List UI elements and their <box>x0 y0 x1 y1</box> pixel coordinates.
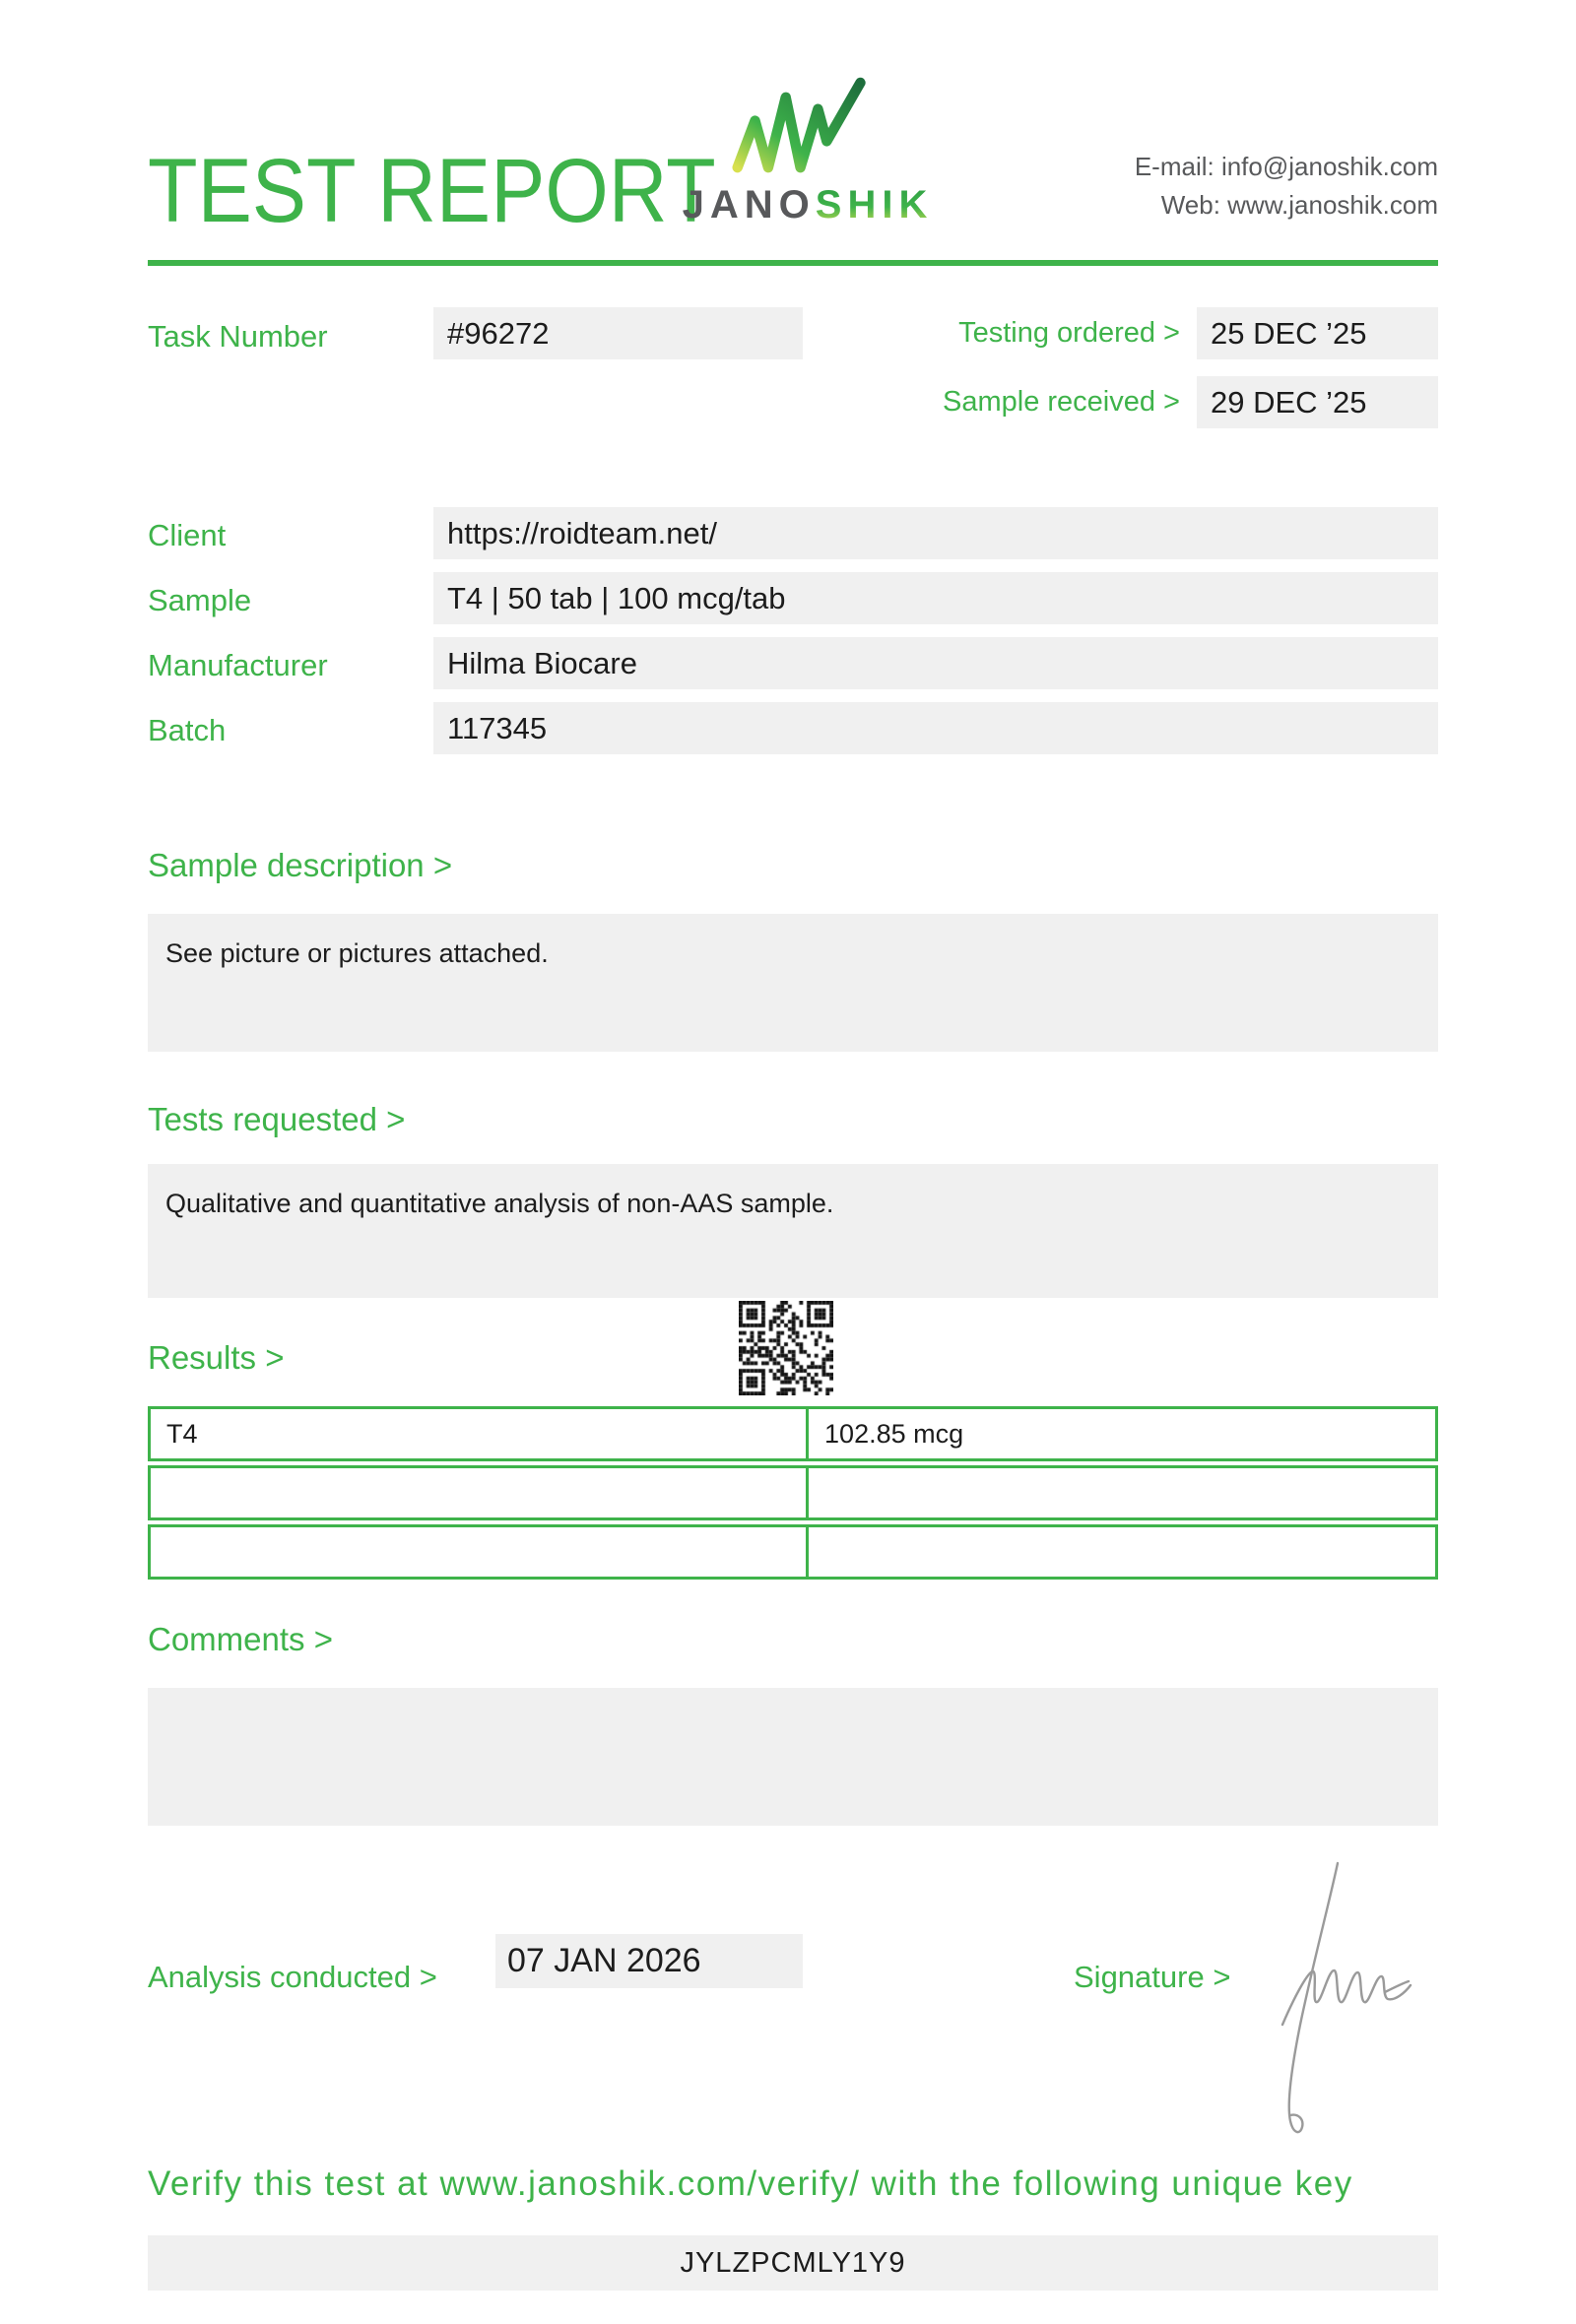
qr-code-icon <box>739 1301 833 1395</box>
chart-growth-icon <box>719 77 896 179</box>
tests-requested-text: Qualitative and quantitative analysis of non-AAS sample. <box>165 1189 834 1218</box>
tests-requested-box <box>148 1164 1438 1298</box>
result-value <box>806 1468 1435 1517</box>
signature-label: Signature > <box>1074 1960 1231 1994</box>
task-number-label: Task Number <box>148 319 328 354</box>
testing-ordered-value: 25 DEC ’25 <box>1197 307 1438 359</box>
brand-name <box>680 185 936 225</box>
results-table <box>148 1406 1438 1583</box>
result-value: 102.85 mcg <box>806 1409 1435 1458</box>
manufacturer-label: Manufacturer <box>148 648 328 682</box>
table-row <box>148 1465 1438 1520</box>
analysis-conducted-label: Analysis conducted > <box>148 1960 437 1994</box>
testing-ordered-label: Testing ordered > <box>958 317 1180 349</box>
brand-logo <box>680 77 936 225</box>
sample-label: Sample <box>148 583 252 617</box>
analysis-conducted-value: 07 JAN 2026 <box>495 1934 803 1988</box>
result-analyte: T4 <box>166 1418 198 1449</box>
verify-instruction: Verify this test at www.janoshik.com/verify/ with the following unique key <box>148 2164 1353 2203</box>
page-title: TEST REPORT <box>148 141 716 241</box>
batch-label: Batch <box>148 713 227 747</box>
sample-received-value: 29 DEC ’25 <box>1197 376 1438 428</box>
manufacturer-value: Hilma Biocare <box>433 637 1438 689</box>
verify-key: JYLZPCMLY1Y9 <box>148 2235 1438 2291</box>
comments-box <box>148 1688 1438 1826</box>
comments-heading: Comments > <box>148 1621 333 1657</box>
result-value <box>806 1527 1435 1577</box>
brand-name-secondary: SHIK <box>815 183 934 226</box>
tests-requested-heading: Tests requested > <box>148 1101 406 1137</box>
client-label: Client <box>148 518 227 552</box>
contact-web: Web: www.janoshik.com <box>1160 190 1438 220</box>
sample-description-box <box>148 914 1438 1052</box>
table-row <box>148 1406 1438 1461</box>
header-divider <box>148 260 1438 266</box>
sample-value: T4 | 50 tab | 100 mcg/tab <box>433 572 1438 624</box>
batch-value: 117345 <box>433 702 1438 754</box>
result-analyte <box>151 1468 806 1517</box>
sample-received-label: Sample received > <box>943 386 1180 418</box>
table-row <box>148 1524 1438 1580</box>
contact-email: E-mail: info@janoshik.com <box>1134 152 1438 181</box>
signature-scribble-icon <box>1261 1849 1438 2179</box>
sample-description-heading: Sample description > <box>148 847 453 883</box>
task-number-value: #96272 <box>433 307 803 359</box>
client-value: https://roidteam.net/ <box>433 507 1438 559</box>
results-heading: Results > <box>148 1339 285 1376</box>
contact-info <box>1135 148 1438 225</box>
brand-name-primary: JANO <box>682 183 816 226</box>
sample-description-text: See picture or pictures attached. <box>165 938 549 968</box>
result-analyte <box>151 1527 806 1577</box>
